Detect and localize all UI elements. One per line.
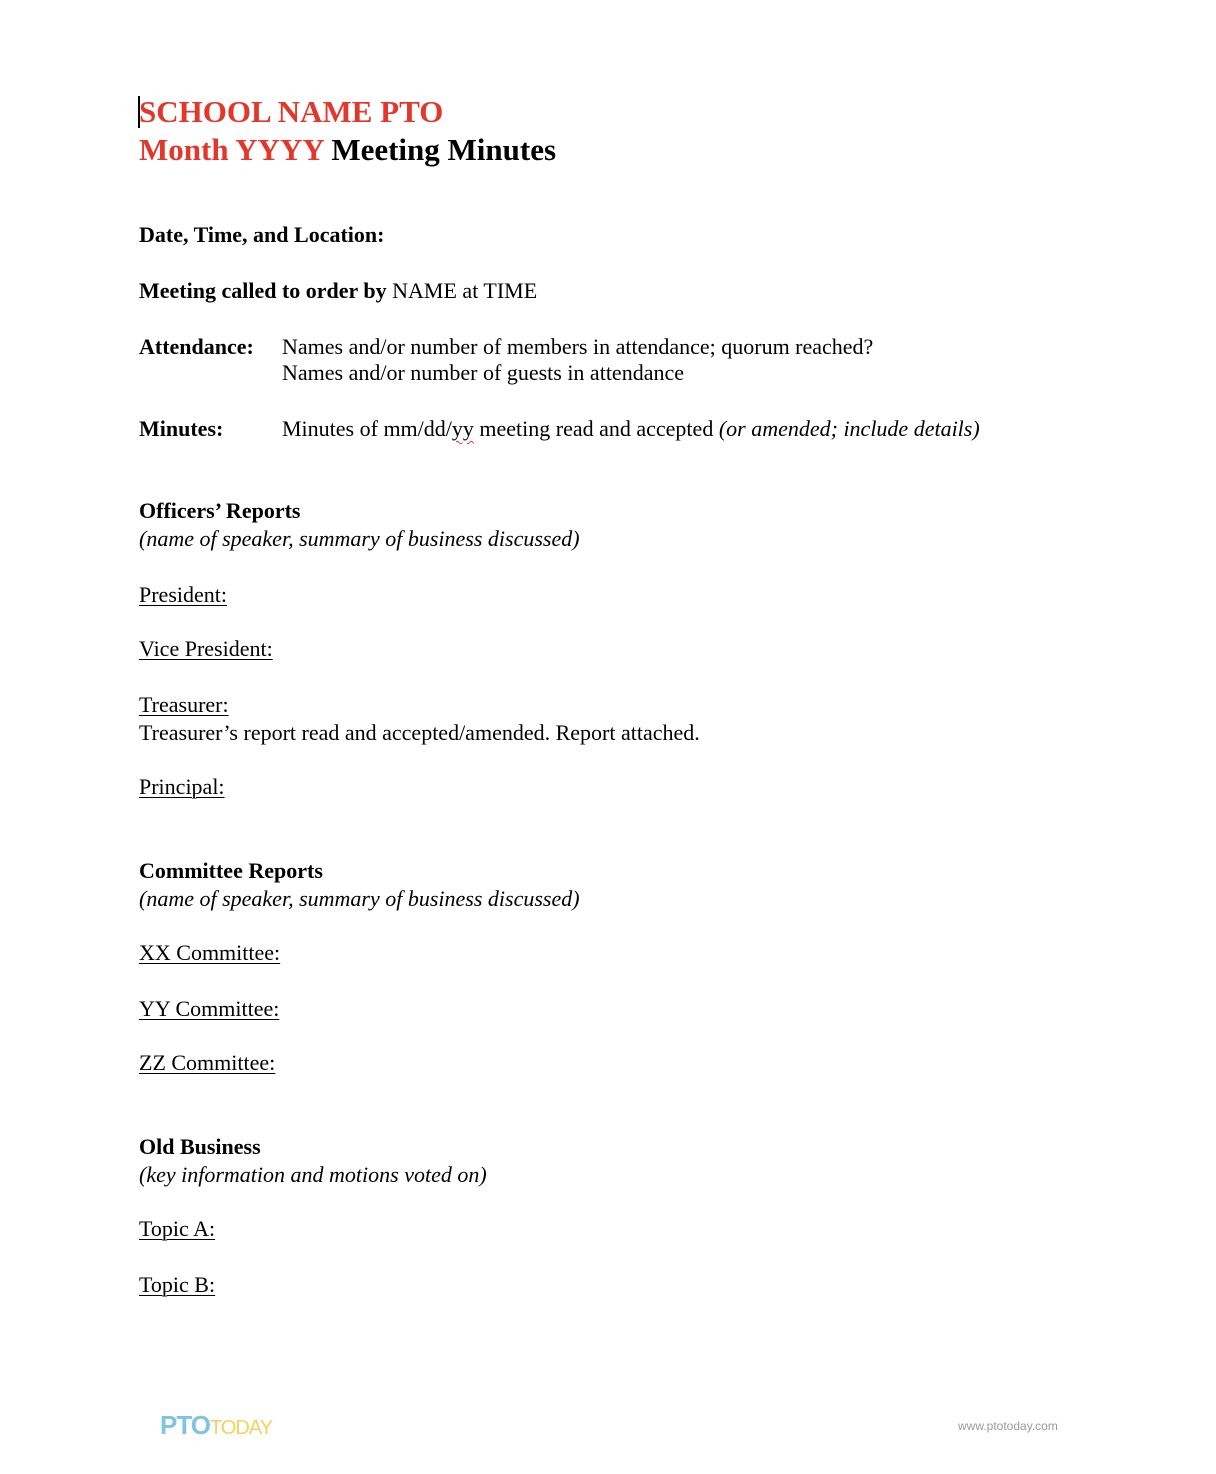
minutes-italic-note: (or amended; include details) (718, 416, 980, 441)
called-to-order-value: NAME at TIME (392, 278, 538, 303)
old-business-note: (key information and motions voted on) (139, 1162, 487, 1187)
footer-url: www.ptotoday.com (958, 1419, 1058, 1433)
logo-pto-text: PTO (160, 1410, 210, 1440)
president-label: President: (139, 582, 227, 607)
topic-item: Topic A: (139, 1216, 216, 1241)
committee-heading: Committee Reports (139, 858, 323, 883)
called-to-order-line (139, 278, 537, 304)
meeting-title (139, 131, 556, 169)
spelling-error-word[interactable]: yy (451, 416, 474, 441)
attendance-members: Names and/or number of members in attendance; quorum reached? (282, 334, 874, 359)
committee-item: YY Committee: (139, 996, 280, 1021)
date-time-location-label: Date, Time, and Location: (139, 222, 385, 247)
officers-note: (name of speaker, summary of business discussed) (139, 526, 580, 551)
month-year: Month YYYY (139, 132, 324, 167)
pto-today-logo (160, 1410, 272, 1441)
principal-label: Principal: (139, 774, 225, 799)
minutes-pre: Minutes of mm/dd/ (282, 416, 452, 441)
attendance-label: Attendance: (139, 334, 254, 359)
committee-item: XX Committee: (139, 940, 281, 965)
treasurer-label: Treasurer: (139, 692, 229, 717)
old-business-heading: Old Business (139, 1134, 261, 1159)
minutes-post: meeting read and accepted (473, 416, 719, 441)
committee-item: ZZ Committee: (139, 1050, 276, 1075)
treasurer-report: Treasurer’s report read and accepted/amended. Report attached. (139, 720, 700, 745)
logo-today-text: TODAY (209, 1417, 273, 1439)
school-name-title: SCHOOL NAME PTO (139, 94, 444, 129)
minutes-text (282, 416, 980, 442)
officers-heading: Officers’ Reports (139, 498, 301, 523)
topic-item: Topic B: (139, 1272, 216, 1297)
called-to-order-label: Meeting called to order by (139, 278, 387, 303)
vice-president-label: Vice President: (139, 636, 273, 661)
committee-note: (name of speaker, summary of business discussed) (139, 886, 580, 911)
minutes-label: Minutes: (139, 416, 224, 441)
meeting-minutes-label: Meeting Minutes (331, 132, 557, 167)
attendance-guests: Names and/or number of guests in attendance (282, 360, 684, 385)
